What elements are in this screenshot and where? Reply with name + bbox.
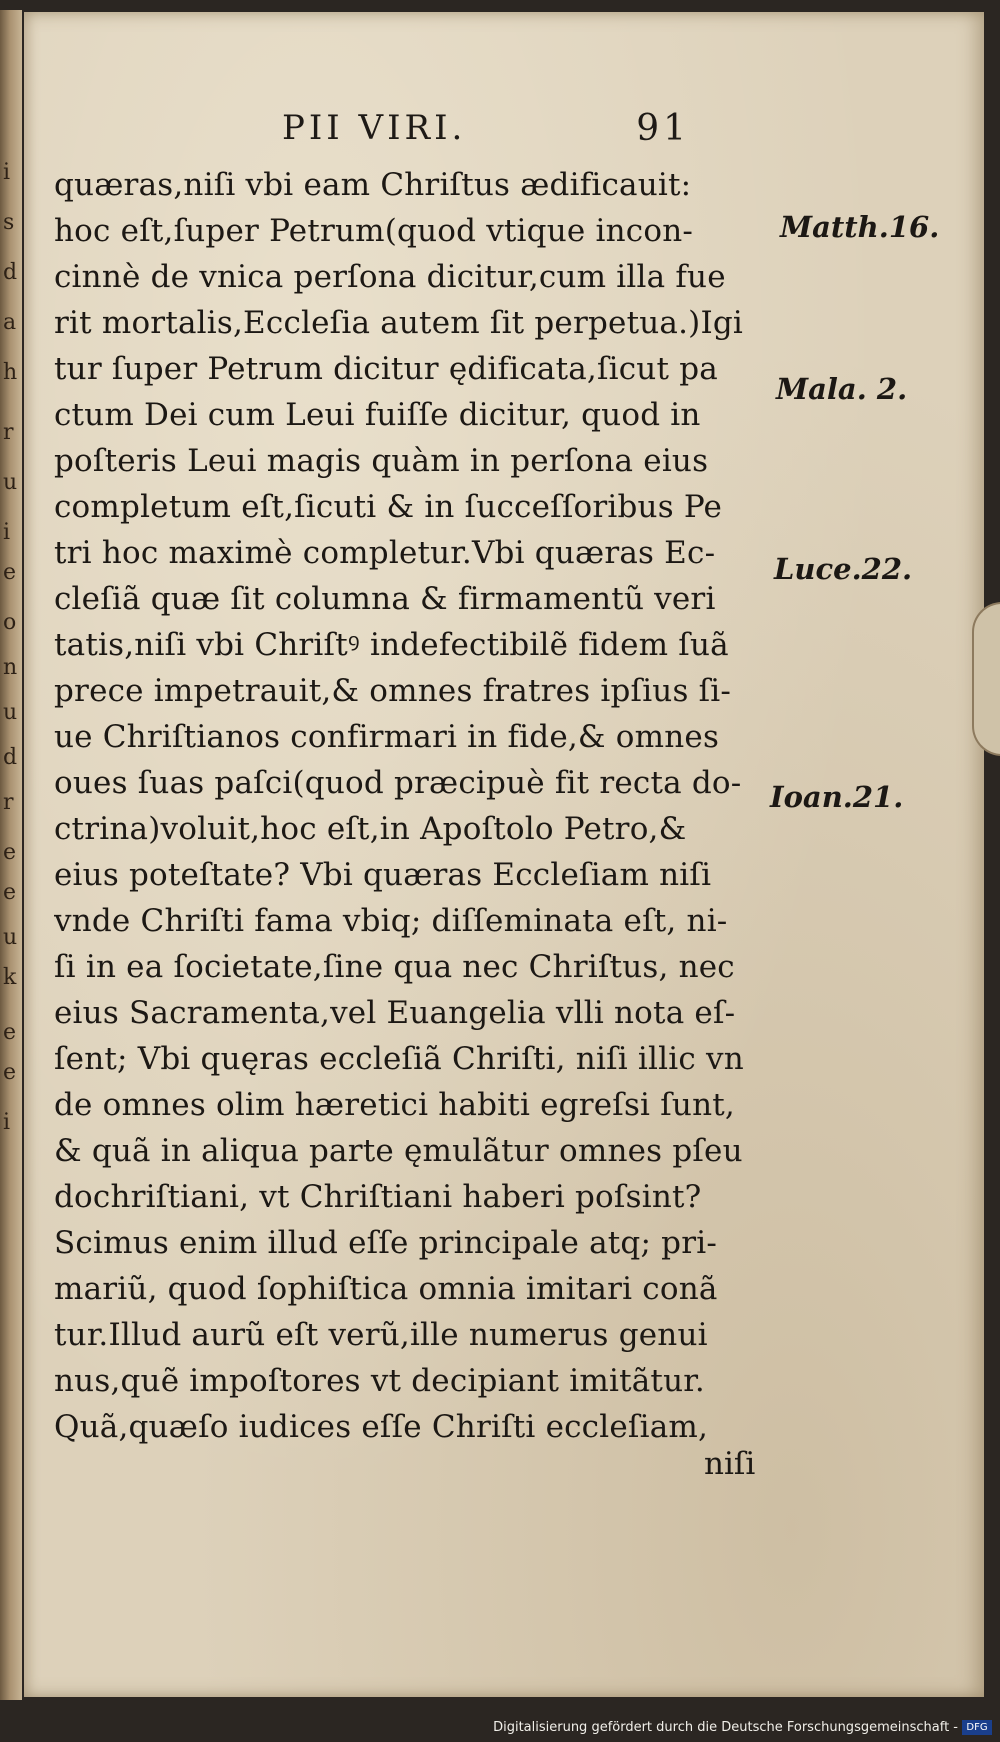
footer-credit: Digitalisierung gefördert durch die Deutsche Forschungsgemeinschaft - — [493, 1720, 958, 1735]
text-line: tur ſuper Petrum dicitur ędificata,ſicut pa — [54, 351, 718, 387]
text-line: ſent; Vbi quęras eccleſiã Chriſti, niſi illic vn — [54, 1041, 744, 1077]
running-title: PII VIRI. — [282, 108, 467, 148]
text-line: dochriſtiani, vt Chriſtiani haberi poſsint? — [54, 1179, 702, 1215]
edge-mark: e — [3, 1060, 17, 1085]
edge-mark: r — [3, 790, 14, 815]
adjacent-page-edge — [0, 10, 22, 1700]
edge-mark: o — [3, 610, 17, 635]
marginal-note: Ioan.21. — [770, 780, 904, 814]
edge-mark: d — [3, 745, 18, 770]
text-line: cinnè de vnica perſona dicitur,cum illa fue — [54, 259, 726, 295]
edge-mark: u — [3, 470, 18, 495]
edge-mark: e — [3, 560, 17, 585]
text-line: eius Sacramenta,vel Euangelia vlli nota eſ- — [54, 995, 736, 1031]
text-line: tatis,niſi vbi Chriſtꝰ indefectibilẽ fidem ſuã — [54, 627, 729, 663]
text-line: Scimus enim illud eſſe principale atq; pri- — [54, 1225, 718, 1261]
text-line: & quã in aliqua parte ęmulãtur omnes pſeu — [54, 1133, 743, 1169]
edge-mark: e — [3, 880, 17, 905]
running-head — [270, 108, 690, 152]
marginal-note: Matth.16. — [780, 210, 940, 244]
edge-mark: d — [3, 260, 18, 285]
text-line: tur.Illud aurũ eſt verũ,ille numerus genui — [54, 1317, 708, 1353]
digitization-footer — [0, 1714, 1000, 1742]
text-line: cleſiã quæ ſit columna & firmamentũ veri — [54, 581, 716, 617]
page-edge-tab — [972, 602, 1000, 756]
text-line: hoc eſt,ſuper Petrum(quod vtique incon- — [54, 213, 694, 249]
marginal-note: Mala. 2. — [776, 372, 908, 406]
text-line: eius poteſtate? Vbi quæras Eccleſiam niſi — [54, 857, 712, 893]
text-line: ctum Dei cum Leui fuiſſe dicitur, quod in — [54, 397, 701, 433]
edge-mark: e — [3, 1020, 17, 1045]
text-line: completum eſt,ſicuti & in ſucceſſoribus Pe — [54, 489, 723, 525]
edge-mark: u — [3, 700, 18, 725]
text-line: nus,quẽ impoſtores vt decipiant imitãtur. — [54, 1363, 705, 1399]
text-line: vnde Chriſti fama vbiq; diſſeminata eſt, ni- — [54, 903, 728, 939]
text-line: Quã,quæſo iudices eſſe Chriſti eccleſiam, — [54, 1409, 709, 1445]
text-line: quæras,niſi vbi eam Chriſtus ædificauit: — [54, 167, 692, 203]
body-text — [54, 162, 774, 1450]
catchword: niſi — [704, 1446, 756, 1482]
text-line: ue Chriſtianos confirmari in fide,& omnes — [54, 719, 720, 755]
edge-mark: i — [3, 520, 11, 545]
text-line: prece impetrauit,& omnes fratres ipſius ſi- — [54, 673, 732, 709]
edge-mark: i — [3, 1110, 11, 1135]
page-number: 91 — [636, 108, 690, 149]
edge-mark: k — [3, 965, 17, 990]
edge-mark: s — [3, 210, 15, 235]
edge-mark: h — [3, 360, 18, 385]
text-line: de omnes olim hæretici habiti egreſsi ſunt, — [54, 1087, 735, 1123]
edge-mark: e — [3, 840, 17, 865]
text-line: oues ſuas paſci(quod præcipuè fit recta do- — [54, 765, 742, 801]
edge-mark: r — [3, 420, 14, 445]
edge-mark: i — [3, 160, 11, 185]
marginal-note: Luce.22. — [774, 552, 913, 586]
dfg-logo: DFG — [962, 1720, 992, 1735]
text-line: ſi in ea ſocietate,ſine qua nec Chriſtus, nec — [54, 949, 735, 985]
text-line: tri hoc maximè completur.Vbi quæras Ec- — [54, 535, 716, 571]
edge-mark: a — [3, 310, 17, 335]
edge-mark: u — [3, 925, 18, 950]
text-line: poſteris Leui magis quàm in perſona eius — [54, 443, 709, 479]
text-line: ctrina)voluit,hoc eſt,in Apoſtolo Petro,& — [54, 811, 687, 847]
text-line: rit mortalis,Eccleſia autem ſit perpetua.)Igi — [54, 305, 744, 341]
edge-mark: n — [3, 655, 18, 680]
text-line: mariũ, quod ſophiſtica omnia imitari conã — [54, 1271, 718, 1307]
